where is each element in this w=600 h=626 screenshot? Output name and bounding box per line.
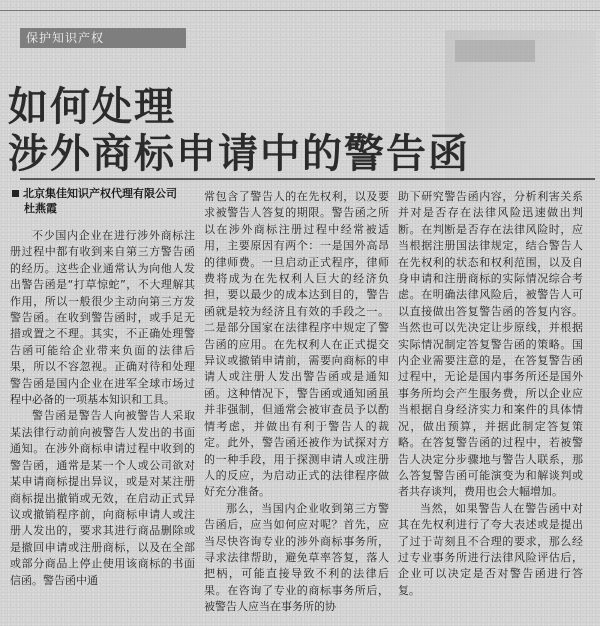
byline (12, 186, 177, 216)
paragraph: 助下研究警告函内容，分析利害关系并对是否存在法律风险迅速做出判断。在判断是否存在法律风险时，应当根据注册国法律规定，结合警告人在先权利的状态和权利范围，以及自身申请和注册商标的实际情况综合考虑。在明确法律风险后，被警告人可以直接做出答复警告函的答复内容。当然也可以先决定让步原线，并根据实际情况制定答复警告函的策略。国内企业需要注意的是，在答复警告函过程中，无论是国内事务所还是国外事务所均会产生服务费，所以企业应当根据自身经济实力和案件的具体情况，做出预算，并据此制定答复策略。在答复警告函的过程中，若被警告人决定分步骤地与警告人联系，那么答复警告函可能演变为和解谈判或者共存谈判，费用也会大幅增加。 (398, 190, 583, 499)
paragraph: 不少国内企业在进行涉外商标注册过程中都有收到来自第三方警告函的经历。这些企业通常认为向他人发出警告函是“打草惊蛇”，不大理解其作用，所以一般很少主动向第三方发警告函。在收到警告函时，或手足无措或置之不理。其实，不正确处理警告函可能给企业带来负面的法律后果，所以不容忽视。正确对待和处理警告函是国内企业在进军全球市场过程中必备的一项基本知识和工具。 (10, 229, 195, 407)
article-column-2 (204, 189, 389, 616)
paragraph: 那么，当国内企业收到第三方警告函后，应当如何应对呢？首先，应当尽快咨询专业的涉外商标事务所，寻求法律帮助，避免草率答复，落人把柄，可能直接导致不利的法律后果。在咨询了专业的商标事务所后，被警告人应当在事务所的协 (204, 501, 389, 614)
headline-line-2: 涉外商标申请中的警告函 (8, 131, 470, 177)
headline-divider (20, 178, 595, 180)
paragraph: 常包含了警告人的在先权利，以及要求被警告人答复的期限。警告函之所以在涉外商标注册过程中经常被适用，主要原因有两个：一是国外高昂的律师费。一旦启动正式程序，律师费将成为在先权利人巨大的经济负担，要以最少的成本达到目的，警告函就是较为经济且有效的手段之一。二是部分国家在法律程序中规定了警告函的应用。在先权利人在正式提交异议或撤销申请前，需要向商标的申请人或注册人发出警告函或是通知函。这种情况下，警告函或通知函虽并非强制，但通常会被审查员予以酌情考虑，并做出有利于警告人的裁定。此外，警告函还被作为试探对方的一种手段，用于探测申请人或注册人的反应，为启动正式的法律程序做好充分准备。 (204, 190, 389, 499)
headline-line-1: 如何处理 (8, 84, 176, 130)
header-decoration-box (455, 40, 535, 62)
byline-bullet-icon (12, 190, 19, 197)
article-column-1 (10, 228, 195, 589)
author-org: 北京集佳知识产权代理有限公司 (23, 187, 177, 200)
author-name: 杜燕霞 (24, 202, 57, 215)
section-tag: 保护知识产权 (20, 28, 186, 48)
top-rule (0, 10, 600, 11)
article-column-3 (398, 189, 583, 599)
paragraph: 警告函是警告人向被警告人采取某法律行动前向被警告人发出的书面通知。在涉外商标申请过程中收到的警告函，通常是某一个人或公司欲对某申请商标提出异议，或是对某注册商标提出撤销或无效，在启动正式异议或撤销程序前，向商标申请人或注册人发出的，要求其进行商品删除或是撤回申请或注册商标，以及在全部或部分商品上停止使用该商标的书面信函。警告函中通 (10, 409, 195, 587)
paragraph: 当然，如果警告人在警告函中对其在先权利进行了夸大表述或是提出了过于苛刻且不合理的要求，那么经过专业事务所进行法律风险评估后，企业可以决定是否对警告函进行答复。 (398, 501, 583, 597)
